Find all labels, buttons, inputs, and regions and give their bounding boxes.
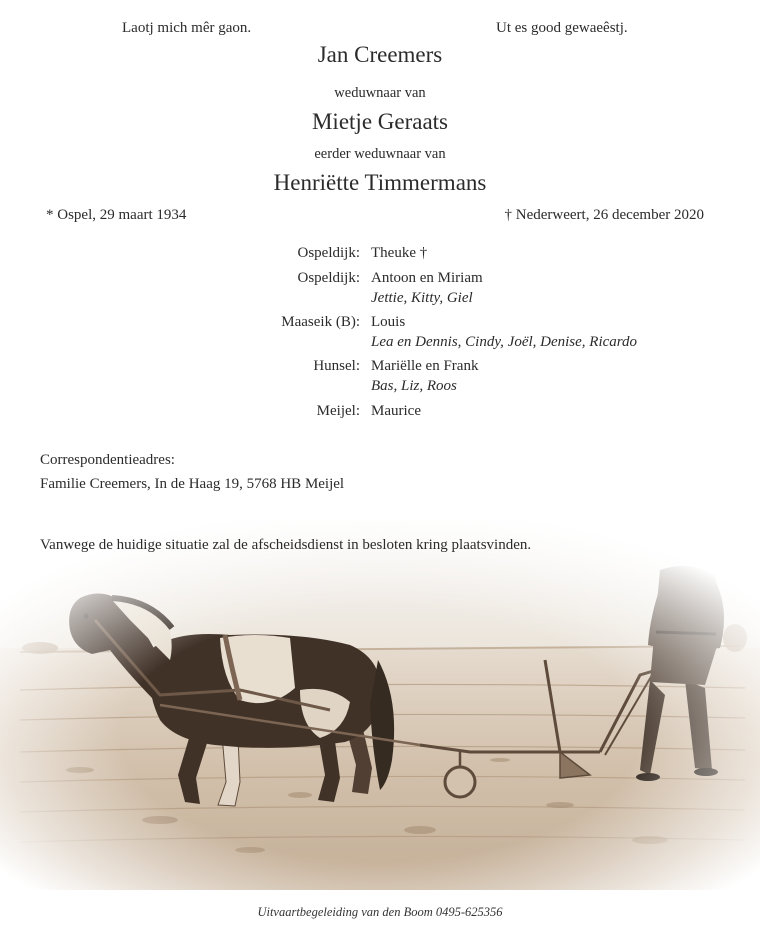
family-place: Meijel:: [316, 403, 360, 419]
notice-text: Vanwege de huidige situatie zal de afscheidsdienst in besloten kring plaatsvinden.: [40, 537, 532, 553]
spouse-name: Mietje Geraats: [311, 109, 449, 134]
family-names: Antoon en Miriam: [371, 270, 483, 286]
correspondence-label: Correspondentieadres:: [40, 452, 175, 468]
family-place: Ospeldijk:: [297, 245, 360, 261]
family-place: Ospeldijk:: [297, 270, 360, 286]
family-names: Mariëlle en Frank: [371, 358, 479, 374]
family-names: Theuke †: [371, 245, 428, 261]
family-place: Hunsel:: [313, 358, 360, 374]
correspondence-address: Familie Creemers, In de Haag 19, 5768 HB Meijel: [40, 476, 345, 492]
birth-date: * Ospel, 29 maart 1934: [46, 207, 187, 223]
motto-left: Laotj mich mêr gaon.: [122, 20, 252, 36]
family-children: Lea en Dennis, Cindy, Joël, Denise, Ricardo: [371, 334, 638, 350]
family-children: Jettie, Kitty, Giel: [371, 290, 473, 306]
family-place: Maaseik (B):: [281, 314, 360, 330]
footer-funeral-director: Uitvaartbegeleiding van den Boom 0495-625356: [257, 905, 503, 919]
deceased-name: Jan Creemers: [317, 42, 443, 67]
motto-right: Ut es good gewaeêstj.: [496, 20, 628, 36]
relation-former-widower: eerder weduwnaar van: [314, 146, 446, 162]
relation-widower: weduwnaar van: [334, 85, 426, 101]
horse-plough-photo: [0, 520, 760, 890]
family-names: Louis: [371, 314, 406, 330]
family-names: Maurice: [371, 403, 421, 419]
former-spouse-name: Henriëtte Timmermans: [273, 170, 487, 195]
death-date: † Nederweert, 26 december 2020: [504, 207, 704, 223]
family-children: Bas, Liz, Roos: [371, 378, 457, 394]
